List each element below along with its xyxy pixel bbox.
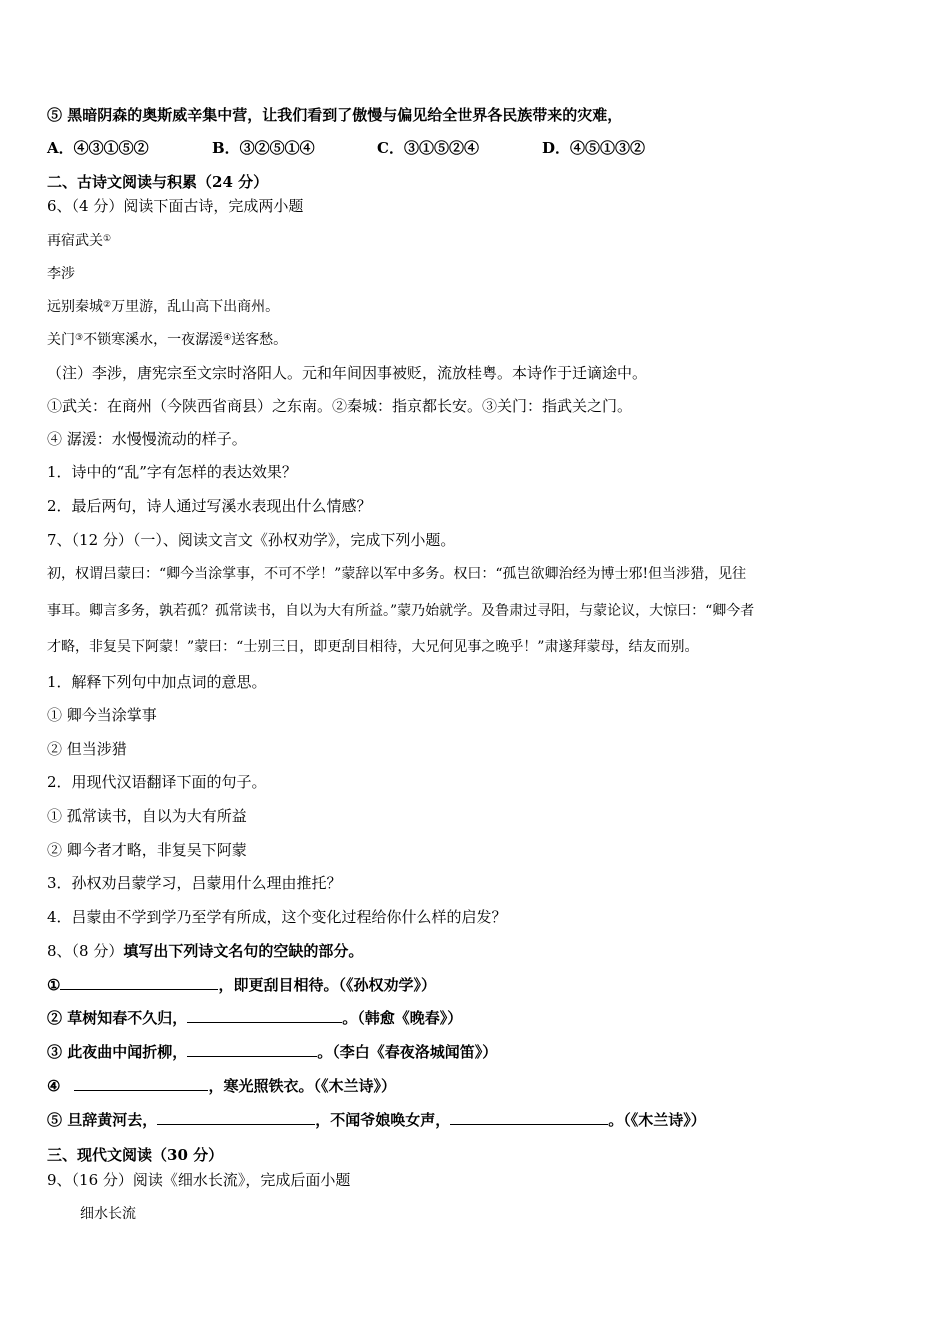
fill-1: ① ，即更刮目相待。（《孙权劝学》） [47, 976, 436, 994]
answer-options [47, 138, 645, 158]
question-7-1b: ② 但当涉猎 [47, 740, 127, 758]
blank-3[interactable] [187, 1042, 317, 1057]
option-d: D．④⑤①③② [542, 139, 646, 157]
question-7: 7、（12 分）（一）、阅读文言文《孙权劝学》，完成下列小题。 [47, 531, 456, 549]
question-7-2: 2．用现代汉语翻译下面的句子。 [47, 773, 267, 791]
classical-text-line-1: 初，权谓吕蒙曰：“卿今当涂掌事，不可不学！”蒙辞以军中多务。权曰：“孤岂欲卿治经为博士邪!但当涉猎，见往 [47, 566, 747, 582]
blank-2[interactable] [187, 1008, 342, 1023]
question-7-1a: ① 卿今当涂掌事 [47, 706, 157, 724]
note-2: ①武关：在商州（今陕西省商县）之东南。②秦城：指京都长安。③关门：指武关之门。 [47, 397, 633, 415]
question-7-2b: ② 卿今者才略，非复吴下阿蒙 [47, 841, 247, 859]
poem-line-1: 远别秦城②万里游，乱山高下出商州。 [47, 299, 280, 315]
question-7-3: 3．孙权劝吕蒙学习，吕蒙用什么理由推托？ [47, 874, 342, 892]
option-a: A．④③①⑤② [47, 139, 149, 157]
sentence-5: ⑤ 黑暗阴森的奥斯威辛集中营，让我们看到了傲慢与偏见给全世界各民族带来的灾难， [47, 106, 623, 124]
question-6: 6、（4 分）阅读下面古诗，完成两小题 [47, 197, 304, 215]
note-3: ④ 潺湲：水慢慢流动的样子。 [47, 430, 247, 448]
question-6-2: 2．最后两句，诗人通过写溪水表现出什么情感？ [47, 497, 372, 515]
blank-4[interactable] [74, 1076, 208, 1091]
question-7-1: 1．解释下列句中加点词的意思。 [47, 673, 267, 691]
section-2-heading: 二、古诗文阅读与积累（24 分） [47, 173, 269, 191]
fill-5: ⑤ 旦辞黄河去， ，不闻爷娘唤女声， 。（《木兰诗》） [47, 1111, 706, 1129]
question-8: 8、（8 分）填写出下列诗文名句的空缺的部分。 [47, 942, 364, 960]
fill-3: ③ 此夜曲中闻折柳， 。（李白《春夜洛城闻笛》） [47, 1043, 498, 1061]
article-title: 细水长流 [80, 1206, 136, 1222]
blank-1[interactable] [60, 975, 218, 990]
question-7-4: 4．吕蒙由不学到学乃至学有所成，这个变化过程给你什么样的启发？ [47, 908, 507, 926]
blank-5b[interactable] [450, 1110, 608, 1125]
poem-author: 李涉 [47, 266, 75, 282]
blank-5a[interactable] [157, 1110, 315, 1125]
note-1: （注）李涉，唐宪宗至文宗时洛阳人。元和年间因事被贬，流放桂粤。本诗作于迁谪途中。 [47, 364, 648, 382]
fill-2: ② 草树知春不久归， 。（韩愈《晚春》） [47, 1009, 463, 1027]
section-3-heading: 三、现代文阅读（30 分） [47, 1146, 224, 1164]
classical-text-line-2: 事耳。卿言多务，孰若孤？孤常读书，自以为大有所益。”蒙乃始就学。及鲁肃过寻阳，与蒙论议，大惊曰：“卿今者 [47, 603, 755, 619]
poem-title: 再宿武关① [47, 233, 112, 249]
question-6-1: 1．诗中的“乱”字有怎样的表达效果？ [47, 463, 297, 481]
question-9: 9、（16 分）阅读《细水长流》，完成后面小题 [47, 1171, 351, 1189]
poem-line-2: 关门③不锁寒溪水，一夜潺湲④送客愁。 [47, 332, 288, 348]
classical-text-line-3: 才略，非复吴下阿蒙！”蒙曰：“士别三日，即更刮目相待，大兄何见事之晚乎！”肃遂拜蒙母，结友而别。 [47, 639, 699, 655]
option-b: B．③②⑤①④ [212, 139, 315, 157]
question-7-2a: ① 孤常读书，自以为大有所益 [47, 807, 247, 825]
fill-4: ④ ，寒光照铁衣。（《木兰诗》） [47, 1077, 396, 1095]
option-c: C．③①⑤②④ [377, 139, 479, 157]
